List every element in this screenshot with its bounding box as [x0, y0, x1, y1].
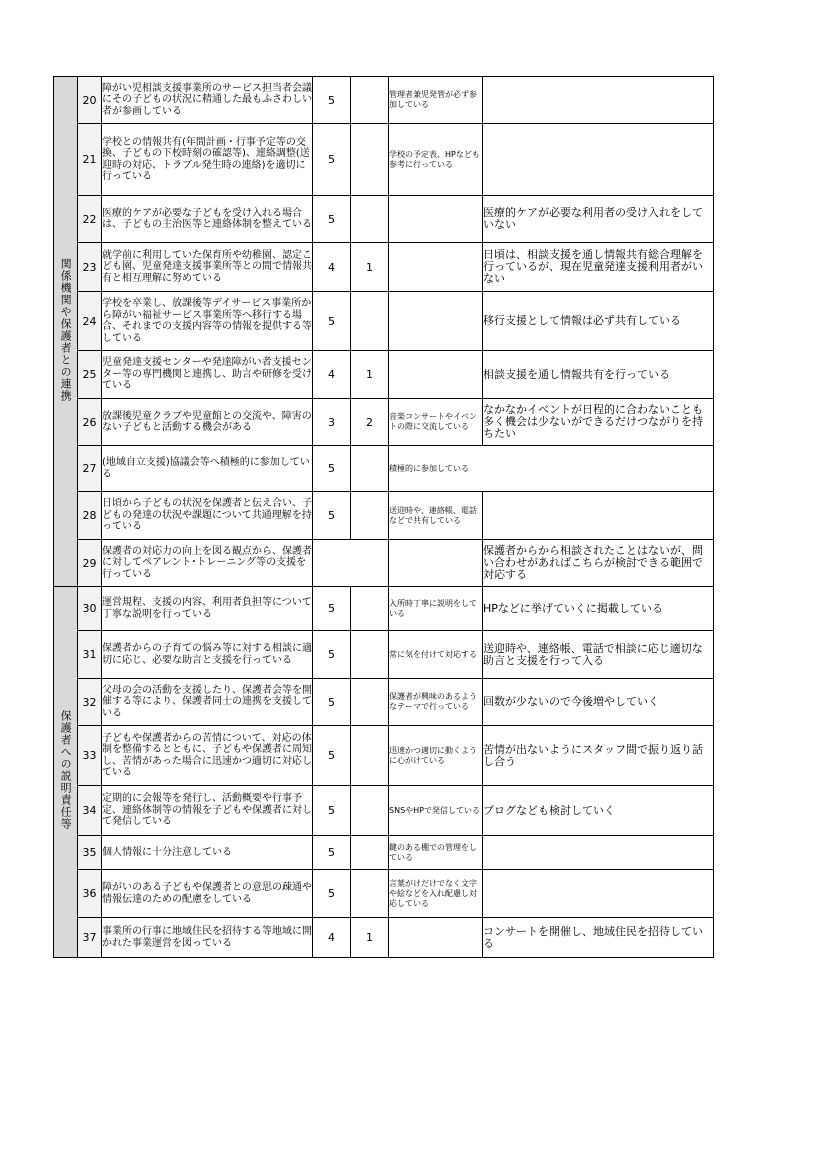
improvement: 回数が少ないので今後増やしていく — [483, 679, 714, 726]
section-label-cell — [54, 77, 78, 587]
yes-count: 5 — [313, 292, 351, 351]
remark: 管理者兼児発管が必ず参加している — [389, 77, 483, 124]
improvement: 送迎時や、連絡帳、電話で相談に応じ適切な助言と支援を行って入る — [483, 631, 714, 679]
improvement: 保護者からから相談されたことはないが、問い合わせがあればこちらが検討できる範囲で対応する — [483, 540, 714, 587]
remark — [389, 196, 483, 243]
item-number: 34 — [78, 786, 102, 836]
item-text: 父母の会の活動を支援したり、保護者会等を開催する等により、保護者同士の連携を支援している — [102, 679, 313, 726]
item-text: (地域自立支援)協議会等へ積極的に参加している — [102, 446, 313, 492]
item-text: 保護者からの子育ての悩み等に対する相談に適切に応じ、必要な助言と支援を行っている — [102, 631, 313, 679]
item-number: 29 — [78, 540, 102, 587]
remark — [389, 243, 483, 292]
no-count — [351, 631, 389, 679]
no-count — [351, 492, 389, 540]
item-number: 37 — [78, 918, 102, 958]
yes-count: 5 — [313, 786, 351, 836]
item-text: 個人情報に十分注意している — [102, 836, 313, 870]
no-count: 2 — [351, 399, 389, 446]
item-number: 21 — [78, 124, 102, 196]
remark — [389, 292, 483, 351]
remark: 保護者が興味のあるようなテーマで行っている — [389, 679, 483, 726]
remark: 言葉がけだけでなく文字や絵などを入れ配慮し対応している — [389, 870, 483, 918]
no-count — [351, 77, 389, 124]
item-number: 27 — [78, 446, 102, 492]
item-text: 医療的ケアが必要な子どもを受け入れる場合は、子どもの主治医等と連絡体制を整えている — [102, 196, 313, 243]
improvement — [483, 124, 714, 196]
yes-count: 5 — [313, 836, 351, 870]
item-text: 子どもや保護者からの苦情について、対応の体制を整備するとともに、子どもや保護者に周知し、苦情があった場合に迅速かつ適切に対応している — [102, 726, 313, 786]
yes-count: 5 — [313, 124, 351, 196]
item-text: 障がいのある子どもや保護者との意思の疎通や情報伝達のための配慮をしている — [102, 870, 313, 918]
yes-count: 5 — [313, 679, 351, 726]
item-number: 26 — [78, 399, 102, 446]
improvement: 苦情が出ないようにスタッフ間で振り返り話し合う — [483, 726, 714, 786]
yes-count: 4 — [313, 918, 351, 958]
table-row — [54, 196, 714, 243]
item-text: 学校を卒業し、放課後等デイサービス事業所から障がい福祉サービス事業所等へ移行する場合、それまでの支援内容等の情報を提供する等している — [102, 292, 313, 351]
remark: 積極的に参加している — [389, 446, 714, 492]
yes-count: 4 — [313, 243, 351, 292]
section-label-cell — [54, 587, 78, 958]
section-label: 関係機関や保護者との連携 — [59, 257, 73, 402]
no-count — [351, 124, 389, 196]
yes-count: 5 — [313, 587, 351, 631]
section-label: 保護者への説明責任等 — [59, 710, 73, 830]
table-row — [54, 918, 714, 958]
item-number: 25 — [78, 351, 102, 399]
table-row — [54, 836, 714, 870]
no-count — [351, 836, 389, 870]
remark — [389, 351, 483, 399]
no-count — [351, 292, 389, 351]
improvement — [483, 492, 714, 540]
item-text: 放課後児童クラブや児童館との交流や、障害のない子どもと活動する機会がある — [102, 399, 313, 446]
improvement: 移行支援として情報は必ず共有している — [483, 292, 714, 351]
yes-count: 5 — [313, 492, 351, 540]
remark — [389, 918, 483, 958]
yes-count: 5 — [313, 726, 351, 786]
table-row — [54, 292, 714, 351]
table-row — [54, 243, 714, 292]
table-row — [54, 540, 714, 587]
item-text: 保護者の対応力の向上を図る観点から、保護者に対してペアレント･トレーニング等の支援を行っている — [102, 540, 313, 587]
table-row — [54, 446, 714, 492]
item-number: 28 — [78, 492, 102, 540]
remark: 音楽コンサートやイベントの際に交流している — [389, 399, 483, 446]
remark: 常に気を付けて対応する — [389, 631, 483, 679]
improvement: コンサートを開催し、地域住民を招待している — [483, 918, 714, 958]
item-number: 36 — [78, 870, 102, 918]
table-row — [54, 631, 714, 679]
improvement: 日頃は、相談支援を通し情報共有総合理解を行っているが、現在児童発達支援利用者がいない — [483, 243, 714, 292]
item-text: 就学前に利用していた保育所や幼稚園、認定こども園、児童発達支援事業所等との間で情報共有と相互理解に努めている — [102, 243, 313, 292]
no-count: 1 — [351, 918, 389, 958]
evaluation-table — [53, 76, 714, 958]
yes-count: 5 — [313, 77, 351, 124]
table-row — [54, 351, 714, 399]
item-number: 31 — [78, 631, 102, 679]
no-count: 1 — [351, 243, 389, 292]
table-row — [54, 679, 714, 726]
remark: 学校の予定表、HPなども参考に行っている — [389, 124, 483, 196]
no-count — [351, 446, 389, 492]
item-text: 定期的に会報等を発行し、活動概要や行事予定、連絡体制等の情報を子どもや保護者に対して発信している — [102, 786, 313, 836]
remark: 迅速かつ適切に動くように心がけている — [389, 726, 483, 786]
item-number: 32 — [78, 679, 102, 726]
improvement: 医療的ケアが必要な利用者の受け入れをしていない — [483, 196, 714, 243]
table-row — [54, 492, 714, 540]
no-count — [351, 196, 389, 243]
item-number: 20 — [78, 77, 102, 124]
improvement — [483, 77, 714, 124]
yes-count: 5 — [313, 446, 351, 492]
table-row — [54, 870, 714, 918]
yes-count: 5 — [313, 631, 351, 679]
table-row — [54, 77, 714, 124]
yes-count: 5 — [313, 870, 351, 918]
item-text: 障がい児相談支援事業所のサービス担当者会議にその子どもの状況に精通した最もふさわしい者が参画している — [102, 77, 313, 124]
item-text: 学校との情報共有(年間計画・行事予定等の交換、子どもの下校時刻の確認等)、連絡調整(送迎時の対応、トラブル発生時の連絡)を適切に行っている — [102, 124, 313, 196]
improvement — [483, 870, 714, 918]
no-count — [351, 726, 389, 786]
item-number: 23 — [78, 243, 102, 292]
item-number: 35 — [78, 836, 102, 870]
improvement — [483, 836, 714, 870]
remark: 送迎時や、連絡帳、電話などで共有している — [389, 492, 483, 540]
no-count — [351, 786, 389, 836]
table-row — [54, 399, 714, 446]
table-row — [54, 587, 714, 631]
item-text: 日頃から子どもの状況を保護者と伝え合い、子どもの発達の状況や課題について共通理解を持っている — [102, 492, 313, 540]
yes-count — [313, 540, 389, 587]
improvement: HPなどに挙げていくに掲載している — [483, 587, 714, 631]
item-number: 22 — [78, 196, 102, 243]
improvement: ブログなども検討していく — [483, 786, 714, 836]
no-count — [351, 679, 389, 726]
item-text: 事業所の行事に地域住民を招待する等地域に開かれた事業運営を図っている — [102, 918, 313, 958]
item-text: 児童発達支援センターや発達障がい者支援センター等の専門機関と連携し、助言や研修を受けている — [102, 351, 313, 399]
improvement: なかなかイベントが日程的に合わないことも多く機会は少ないができるだけつながりを持ちたい — [483, 399, 714, 446]
no-count: 1 — [351, 351, 389, 399]
item-text: 運営規程、支援の内容、利用者負担等について丁寧な説明を行っている — [102, 587, 313, 631]
yes-count: 4 — [313, 351, 351, 399]
table-row — [54, 124, 714, 196]
no-count — [351, 587, 389, 631]
yes-count: 5 — [313, 196, 351, 243]
table-row — [54, 726, 714, 786]
item-number: 30 — [78, 587, 102, 631]
remark: 鍵のある棚での管理をしている — [389, 836, 483, 870]
item-number: 24 — [78, 292, 102, 351]
remark: 入所時丁寧に説明をしている — [389, 587, 483, 631]
table-body — [54, 77, 714, 958]
remark: SNSやHPで発信している — [389, 786, 483, 836]
improvement: 相談支援を通し情報共有を行っている — [483, 351, 714, 399]
item-number: 33 — [78, 726, 102, 786]
remark — [389, 540, 483, 587]
table-row — [54, 786, 714, 836]
yes-count: 3 — [313, 399, 351, 446]
no-count — [351, 870, 389, 918]
